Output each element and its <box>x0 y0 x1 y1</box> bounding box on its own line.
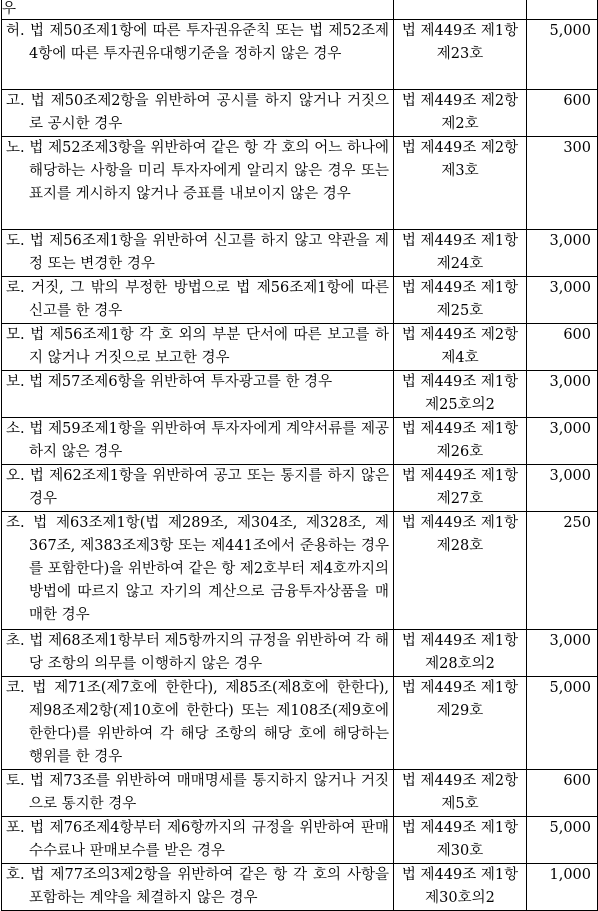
violation-cell <box>2 630 394 677</box>
fine-amount-cell: 250 <box>527 512 598 630</box>
violation-cell <box>2 512 394 630</box>
table-row <box>2 677 598 770</box>
fine-amount-cell: 1,000 <box>527 864 598 911</box>
law-basis-cell: 법 제449조 제1항제26호 <box>394 418 527 465</box>
violation-text: 고. 법 제50조제2항을 위반하여 공시를 하지 않거나 거짓으로 공시한 경우 <box>6 93 389 132</box>
fine-amount-cell: 5,000 <box>527 20 598 90</box>
law-basis-cell <box>394 0 527 20</box>
fine-amount-cell: 3,000 <box>527 371 598 418</box>
violation-text: 토. 법 제73조를 위반하여 매매명세를 통지하지 않거나 거짓으로 통지한 경우 <box>6 773 389 812</box>
law-basis-cell: 법 제449조 제1항제28호의2 <box>394 630 527 677</box>
law-basis-cell: 법 제449조 제1항제30호의2 <box>394 864 527 911</box>
table-row <box>2 324 598 371</box>
violation-text: 포. 법 제76조제4항부터 제6항까지의 규정을 위반하여 판매수수료나 판매보수를 받은 경우 <box>6 820 389 859</box>
table-row <box>2 630 598 677</box>
violation-text: 소. 법 제59조제1항을 위반하여 투자자에게 계약서류를 제공하지 않은 경우 <box>6 421 389 460</box>
fine-amount-cell <box>527 0 598 20</box>
table-row <box>2 277 598 324</box>
fine-amount-cell: 600 <box>527 324 598 371</box>
fine-amount-cell: 3,000 <box>527 277 598 324</box>
violation-text: 코. 법 제71조(제7호에 한한다), 제85조(제8호에 한한다), 제98조제2항(제10호에 한한다) 또는 제108조(제9호에 한한다)를 위반하여 각 해당 조항의 해당 호에 해당하는 행위를 한 경우 <box>6 680 389 765</box>
violation-text: 초. 법 제68조제1항부터 제5항까지의 규정을 위반하여 각 해당 조항의 의무를 이행하지 않은 경우 <box>6 633 389 672</box>
violation-cell <box>2 277 394 324</box>
law-basis-cell: 법 제449조 제2항제2호 <box>394 90 527 137</box>
violation-cell <box>2 230 394 277</box>
table-row <box>2 137 598 230</box>
violation-text: 로. 거짓, 그 밖의 부정한 방법으로 법 제56조제1항에 따른 신고를 한 경우 <box>6 280 389 319</box>
violation-text: 조. 법 제63조제1항(법 제289조, 제304조, 제328조, 제367조, 제383조제3항 또는 제441조에서 준용하는 경우를 포함한다)을 위반하여 같은 항 제2호부터 제4호까지의 방법에 따르지 않고 자기의 계산으로 금융투자상품을 매매한 경우 <box>6 515 389 623</box>
violation-cell <box>2 677 394 770</box>
law-basis-cell: 법 제449조 제1항제30호 <box>394 817 527 864</box>
violation-cell <box>2 465 394 512</box>
fine-amount-cell: 600 <box>527 770 598 817</box>
violation-cell <box>2 20 394 90</box>
law-basis-cell: 법 제449조 제1항제27호 <box>394 465 527 512</box>
law-basis-cell: 법 제449조 제1항제23호 <box>394 20 527 90</box>
table-row <box>2 770 598 817</box>
violation-cell <box>2 817 394 864</box>
violation-text: 오. 법 제62조제1항을 위반하여 공고 또는 통지를 하지 않은 경우 <box>6 468 389 507</box>
table-row <box>2 512 598 630</box>
penalty-table <box>1 0 598 911</box>
fine-amount-cell: 5,000 <box>527 817 598 864</box>
fine-amount-cell: 3,000 <box>527 630 598 677</box>
violation-cell <box>2 770 394 817</box>
table-row <box>2 465 598 512</box>
violation-cell <box>2 864 394 911</box>
violation-text: 도. 법 제56조제1항을 위반하여 신고를 하지 않고 약관을 제정 또는 변경한 경우 <box>6 233 389 272</box>
violation-text: 보. 법 제57조제6항을 위반하여 투자광고를 한 경우 <box>6 374 333 390</box>
law-basis-cell: 법 제449조 제1항제24호 <box>394 230 527 277</box>
fine-amount-cell: 3,000 <box>527 465 598 512</box>
violation-cell <box>2 137 394 230</box>
violation-text: 우 <box>2 1 17 17</box>
law-basis-cell: 법 제449조 제2항제5호 <box>394 770 527 817</box>
law-basis-cell: 법 제449조 제1항제25호의2 <box>394 371 527 418</box>
table-row <box>2 817 598 864</box>
fine-amount-cell: 5,000 <box>527 677 598 770</box>
violation-cell <box>2 371 394 418</box>
table-row <box>2 20 598 90</box>
fine-amount-cell: 600 <box>527 90 598 137</box>
law-basis-cell: 법 제449조 제1항제25호 <box>394 277 527 324</box>
table-row <box>2 371 598 418</box>
law-basis-cell: 법 제449조 제1항제28호 <box>394 512 527 630</box>
violation-cell <box>2 0 394 20</box>
law-basis-cell: 법 제449조 제2항제4호 <box>394 324 527 371</box>
table-row <box>2 0 598 20</box>
law-basis-cell: 법 제449조 제2항제3호 <box>394 137 527 230</box>
law-basis-cell: 법 제449조 제1항제29호 <box>394 677 527 770</box>
violation-cell <box>2 324 394 371</box>
violation-cell <box>2 90 394 137</box>
violation-text: 호. 법 제77조의3제2항을 위반하여 같은 항 각 호의 사항을 포함하는 계약을 체결하지 않은 경우 <box>6 867 389 906</box>
violation-text: 노. 법 제52조제3항을 위반하여 같은 항 각 호의 어느 하나에 해당하는 사항을 미리 투자자에게 알리지 않은 경우 또는 표지를 게시하지 않거나 증표를 내보이지 않은 경우 <box>6 140 389 202</box>
violation-text: 허. 법 제50조제1항에 따른 투자권유준칙 또는 법 제52조제4항에 따른 투자권유대행기준을 정하지 않은 경우 <box>6 23 389 62</box>
fine-amount-cell: 300 <box>527 137 598 230</box>
table-row <box>2 230 598 277</box>
violation-text: 모. 법 제56조제1항 각 호 외의 부분 단서에 따른 보고를 하지 않거나 거짓으로 보고한 경우 <box>6 327 389 366</box>
table-row <box>2 418 598 465</box>
violation-cell <box>2 418 394 465</box>
fine-amount-cell: 3,000 <box>527 418 598 465</box>
table-row <box>2 864 598 911</box>
fine-amount-cell: 3,000 <box>527 230 598 277</box>
table-row <box>2 90 598 137</box>
